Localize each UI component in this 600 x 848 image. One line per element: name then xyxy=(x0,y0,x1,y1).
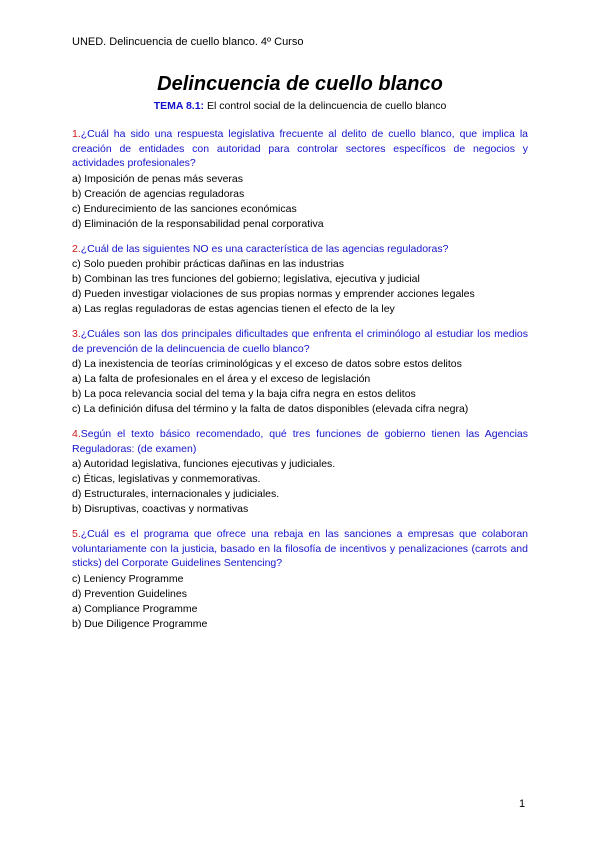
question-number: 1. xyxy=(72,128,81,140)
answer-option: a) Compliance Programme xyxy=(72,602,198,615)
question-prompt: ¿Cuál es el programa que ofrece una rebaja en las sanciones a empresas que colaboran voluntariamente con la justicia, basado en la filosofía de incentivos y penalizaciones (carrots and sticks) del Corporate Guidelines Sentencing? xyxy=(72,528,528,569)
question-text xyxy=(72,127,528,171)
answer-option: d) Eliminación de la responsabilidad penal corporativa xyxy=(72,217,324,230)
question-prompt: Según el texto básico recomendado, qué tres funciones de gobierno tienen las Agencias Reguladoras: (de examen) xyxy=(72,428,528,455)
question-text xyxy=(72,527,528,571)
tema-description: El control social de la delincuencia de cuello blanco xyxy=(204,100,447,112)
answer-option: a) Autoridad legislativa, funciones ejecutivas y judiciales. xyxy=(72,458,336,470)
answer-option: b) Creación de agencias reguladoras xyxy=(72,187,245,200)
answer-option: a) Las reglas reguladoras de estas agencias tienen el efecto de la ley xyxy=(72,303,395,315)
question-prompt: ¿Cuál de las siguientes NO es una característica de las agencias reguladoras? xyxy=(80,242,449,255)
answer-option: c) Solo pueden prohibir prácticas dañinas en las industrias xyxy=(72,258,344,270)
answer-option: b) Combinan las tres funciones del gobierno; legislativa, ejecutiva y judicial xyxy=(72,273,420,285)
answer-option: a) Imposición de penas más severas xyxy=(72,172,243,185)
question-list xyxy=(72,127,528,642)
page-number: 1 xyxy=(519,798,526,810)
question-prompt: ¿Cuáles son las dos principales dificultades que enfrenta el criminólogo al estudiar los medios de prevención de la delincuencia de cuello blanco? xyxy=(72,328,528,355)
answer-option: b) Disruptivas, coactivas y normativas xyxy=(72,503,249,515)
question-4 xyxy=(72,427,528,517)
answer-option: a) La falta de profesionales en el área y el exceso de legislación xyxy=(72,373,371,385)
answer-option: b) La poca relevancia social del tema y la baja cifra negra en estos delitos xyxy=(72,388,416,400)
answer-option: c) Leniency Programme xyxy=(72,572,184,585)
tema-label: TEMA 8.1: xyxy=(153,100,205,112)
question-text xyxy=(72,242,528,257)
answer-option: d) Pueden investigar violaciones de sus propias normas y emprender acciones legales xyxy=(72,288,475,300)
question-number: 2. xyxy=(72,242,81,255)
question-2 xyxy=(72,242,528,318)
answer-option: d) La inexistencia de teorías criminológicas y el exceso de datos sobre estos delitos xyxy=(72,358,462,370)
question-number: 3. xyxy=(72,328,81,340)
question-text xyxy=(72,427,528,456)
question-number: 5. xyxy=(72,528,81,540)
question-5 xyxy=(72,527,528,632)
answer-options xyxy=(72,172,528,232)
answer-option: d) Prevention Guidelines xyxy=(72,587,187,600)
answer-option: d) Estructurales, internacionales y judiciales. xyxy=(72,488,280,500)
answer-options xyxy=(72,257,528,317)
answer-option: b) Due Diligence Programme xyxy=(72,617,208,630)
question-number: 4. xyxy=(72,428,81,440)
question-prompt: ¿Cuál ha sido una respuesta legislativa frecuente al delito de cuello blanco, que implica la creación de entidades con autoridad para controlar sectores específicos de negocios y actividades profesionales? xyxy=(72,128,528,169)
answer-options xyxy=(72,457,528,517)
answer-option: c) Éticas, legislativas y conmemorativas. xyxy=(72,473,261,485)
answer-option: c) Endurecimiento de las sanciones económicas xyxy=(72,202,297,215)
question-3 xyxy=(72,327,528,417)
question-text xyxy=(72,327,528,356)
question-1 xyxy=(72,127,528,232)
document-subtitle xyxy=(0,100,600,112)
answer-option: c) La definición difusa del término y la falta de datos disponibles (elevada cifra negra) xyxy=(72,403,469,415)
answer-options xyxy=(72,357,528,417)
answer-options xyxy=(72,572,528,632)
running-header: UNED. Delincuencia de cuello blanco. 4º Curso xyxy=(72,36,304,48)
document-title: Delincuencia de cuello blanco xyxy=(157,73,443,95)
